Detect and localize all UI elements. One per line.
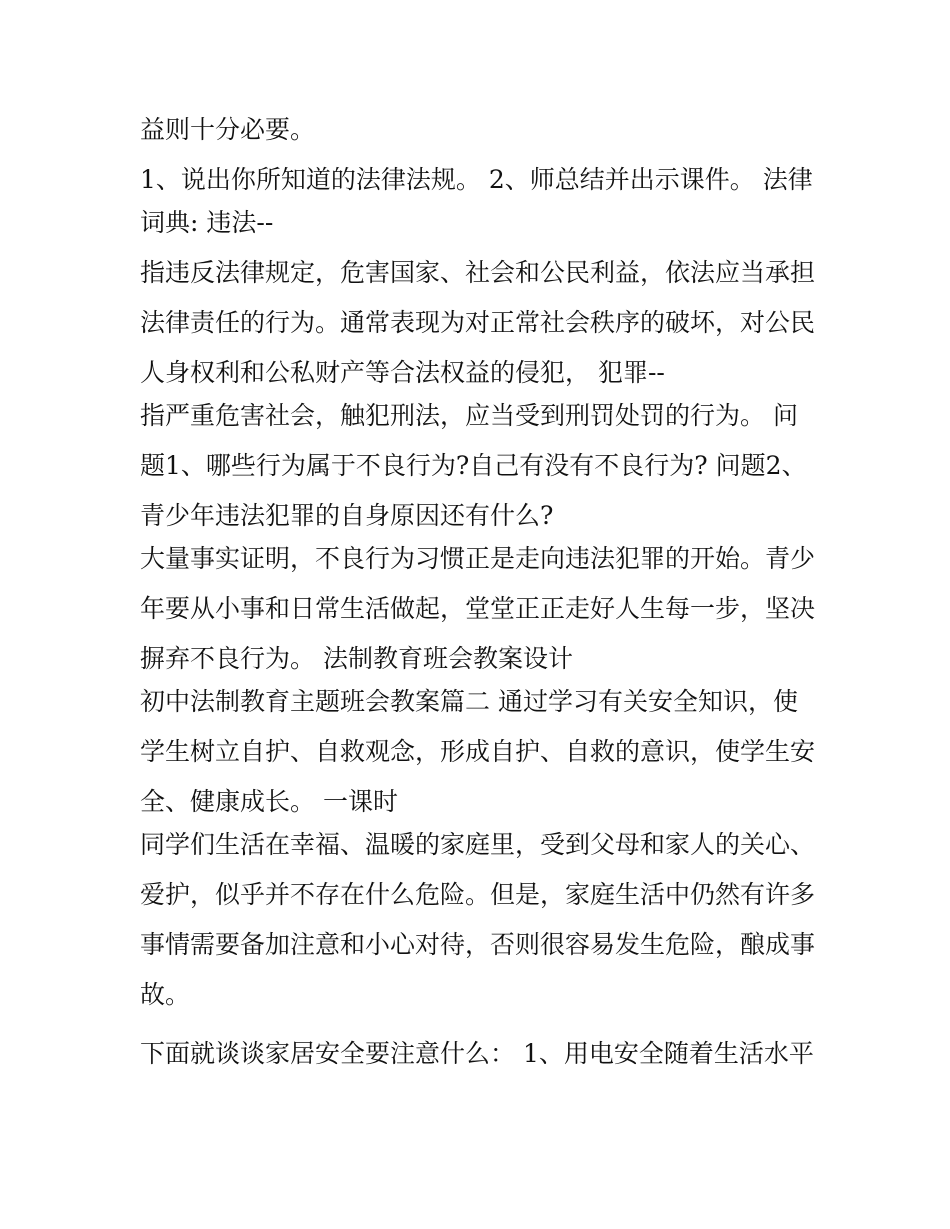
text-line: 年要从小事和日常生活做起，堂堂正正走好人生每一步，坚决 bbox=[140, 594, 816, 623]
text-line: 法律责任的行为。通常表现为对正常社会秩序的破坏，对公民 bbox=[140, 308, 816, 337]
text-line: 同学们生活在幸福、温暖的家庭里，受到父母和家人的关心、 bbox=[140, 830, 816, 859]
text-line: 人身权利和公私财产等合法权益的侵犯， 犯罪-- bbox=[140, 358, 665, 387]
text-line: 指严重危害社会，触犯刑法，应当受到刑罚处罚的行为。 问 bbox=[140, 401, 798, 430]
text-line: 事情需要备加注意和小心对待，否则很容易发生危险，酿成事 bbox=[140, 930, 816, 959]
text-line: 词典: 违法-- bbox=[140, 208, 274, 237]
text-line: 初中法制教育主题班会教案篇二 通过学习有关安全知识，使 bbox=[140, 687, 798, 716]
text-line: 青少年违法犯罪的自身原因还有什么? bbox=[140, 501, 554, 530]
text-line: 学生树立自护、自救观念，形成自护、自救的意识，使学生安 bbox=[140, 737, 816, 766]
text-line: 故。 bbox=[140, 980, 191, 1009]
text-line: 全、健康成长。 一课时 bbox=[140, 787, 398, 816]
text-line: 指违反法律规定，危害国家、社会和公民利益，依法应当承担 bbox=[140, 258, 816, 287]
text-line: 1、说出你所知道的法律法规。 2、师总结并出示课件。 法律 bbox=[140, 165, 813, 194]
text-line: 益则十分必要。 bbox=[140, 115, 316, 144]
text-line: 下面就谈谈家居安全要注意什么： 1、用电安全随着生活水平 bbox=[140, 1039, 814, 1068]
text-line: 摒弃不良行为。 法制教育班会教案设计 bbox=[140, 644, 573, 673]
text-line: 大量事实证明，不良行为习惯正是走向违法犯罪的开始。青少 bbox=[140, 544, 816, 573]
text-line: 题1、哪些行为属于不良行为?自己有没有不良行为? 问题2、 bbox=[140, 451, 807, 480]
document-body bbox=[140, 108, 820, 1075]
text-line: 爱护，似乎并不存在什么危险。但是，家庭生活中仍然有许多 bbox=[140, 880, 816, 909]
